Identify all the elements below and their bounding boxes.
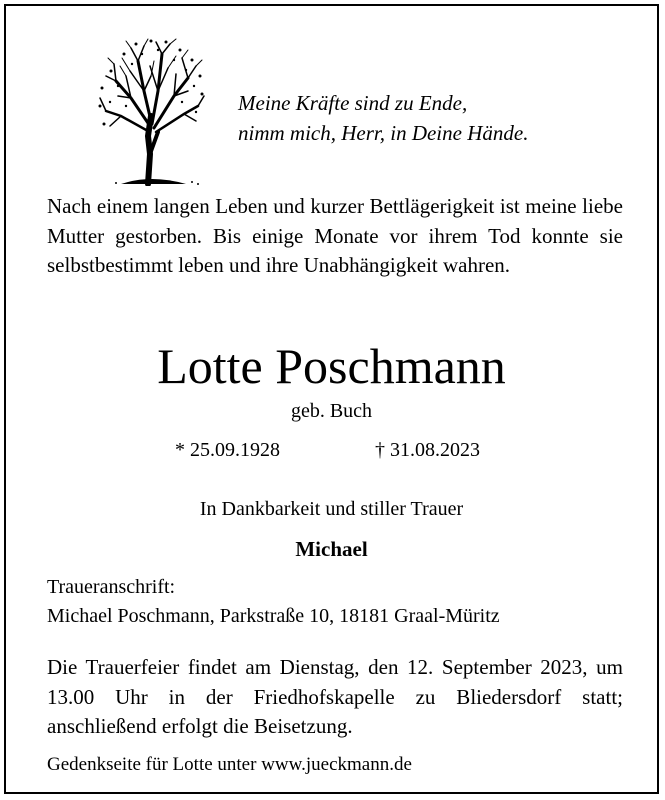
poem: [238, 88, 528, 148]
tree-icon: [96, 36, 206, 186]
signer-name: Michael: [295, 537, 368, 561]
address-value: Michael Poschmann, Parkstraße 10, 18181 Graal-Müritz: [47, 605, 500, 627]
poem-line-2: nimm mich, Herr, in Deine Hände.: [238, 121, 529, 145]
address-label: Traueranschrift:: [47, 576, 176, 598]
mourning-line: In Dankbarkeit und stiller Trauer: [199, 498, 464, 520]
memorial-link-text: Gedenkseite für Lotte unter www.jueckmann.de: [47, 754, 412, 775]
birth-date: * 25.09.1928: [175, 439, 280, 461]
obituary-notice: [4, 4, 659, 794]
death-date: † 31.08.2023: [375, 439, 480, 461]
intro-text: Nach einem langen Leben und kurzer Bettlägerigkeit ist meine liebe Mutter gestorben. Bis einige Monate vor ihrem Tod konnte sie selbstbestimmt leben und ihre Unabhängigkeit wahren.: [47, 194, 623, 277]
poem-line-1: Meine Kräfte sind zu Ende,: [238, 91, 468, 115]
maiden-name: geb. Buch: [290, 400, 373, 422]
funeral-text: Die Trauerfeier findet am Dienstag, den 12. September 2023, um 13.00 Uhr in der Friedhofskapelle zu Bliedersdorf statt; anschließend erfolgt die Beisetzung.: [47, 655, 623, 738]
deceased-name: Lotte Poschmann: [157, 338, 506, 394]
